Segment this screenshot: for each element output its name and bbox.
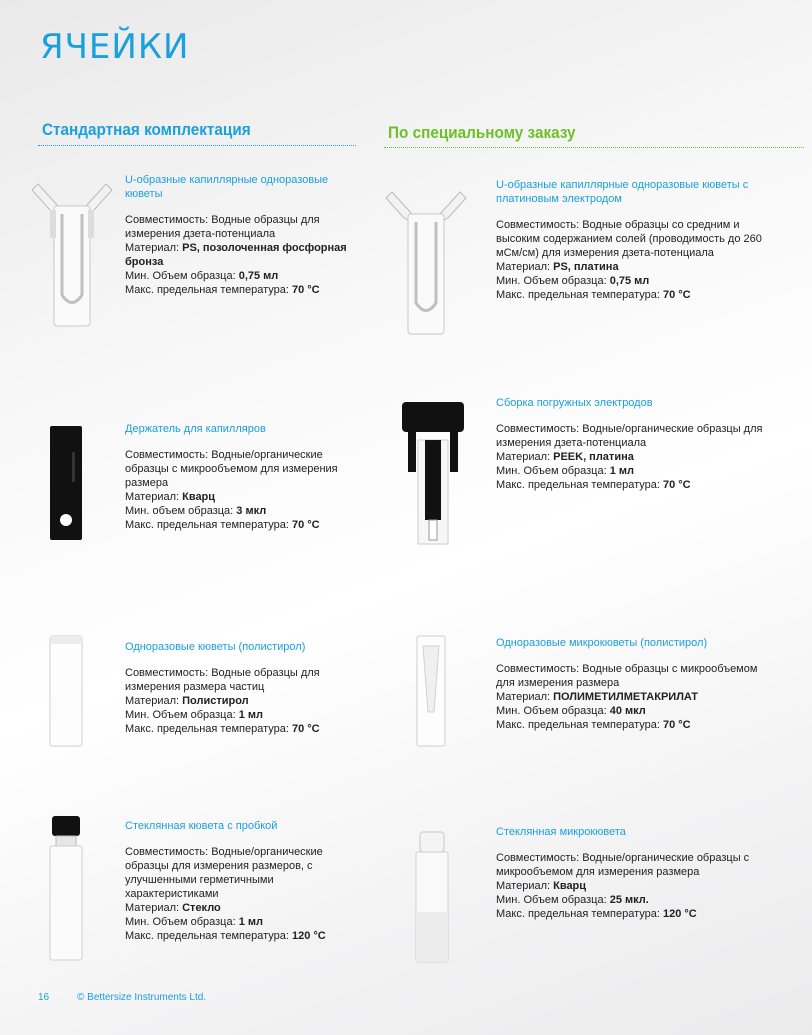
product-name: Одноразовые кюветы (полистирол) [125,641,306,653]
standard-section-header: Стандартная комплектация [42,120,251,139]
product-name: U-образные капиллярные одноразовые кюветы с платиновым электродом [496,179,749,205]
page-title: ЯЧЕЙКИ [40,27,190,67]
material-line: Материал: Кварц [496,880,587,892]
product-name: Одноразовые микрокюветы (полистирол) [496,637,708,649]
compatibility-text: Совместимость: Водные образцы для измерения размера частиц [125,667,323,693]
material-line: Материал: Кварц [125,491,216,503]
compatibility-text: Совместимость: Водные/органические образцы для измерения размеров, с улучшенными герметичными характеристиками [125,846,326,900]
disposable-cuvette-image [46,632,86,750]
copyright-text: © Bettersize Instruments Ltd. [77,992,207,1003]
min-volume-line: Мин. Объем образца: 0,75 мл [496,275,650,287]
standard-section-divider [38,145,356,146]
max-temperature-line: Макс. предельная температура: 120 °C [496,908,697,920]
min-volume-line: Мин. Объем образца: 40 мкл [496,705,646,717]
min-volume-line: Мин. Объем образца: 25 мкл. [496,894,649,906]
min-volume-line: Мин. Объем образца: 1 мл [125,916,264,928]
compatibility-text: Совместимость: Водные образцы со средним и высоким содержанием солей (проводимость до 260 мСм/см) для измерения дзета-потенциала [496,219,765,259]
product-dip-electrode-assembly [496,396,776,492]
dip-electrode-assembly-image [398,400,468,548]
material-line: Материал: Полистирол [125,695,249,707]
product-disposable-cuvette [125,640,365,736]
u-capillary-cuvette-image [30,170,114,330]
min-volume-line: Мин. Объем образца: 1 мл [496,465,635,477]
product-disposable-micro-cuvette [496,636,776,732]
material-line: Материал: PEEK, платина [496,451,634,463]
max-temperature-line: Макс. предельная температура: 70 °C [125,519,320,531]
product-name: Стеклянная кювета с пробкой [125,820,278,832]
compatibility-text: Совместимость: Водные/органические образцы с микрообъемом для измерения размера [496,852,753,878]
disposable-micro-cuvette-image [414,632,448,750]
glass-cuvette-with-cap-image [46,812,86,964]
glass-micro-cuvette-image [412,828,452,966]
max-temperature-line: Макс. предельная температура: 70 °C [496,289,691,301]
product-glass-micro-cuvette [496,825,776,921]
min-volume-line: Мин. Объем образца: 0,75 мл [125,270,279,282]
product-name: Стеклянная микрокювета [496,826,626,838]
product-name: U-образные капиллярные одноразовые кюветы [125,174,329,200]
compatibility-text: Совместимость: Водные образцы с микрообъемом для измерения размера [496,663,761,689]
u-capillary-platinum-cuvette-image [384,178,468,338]
page-number: 16 [38,992,50,1003]
material-line: Материал: PS, платина [496,261,619,273]
min-volume-line: Мин. объем образца: 3 мкл [125,505,267,517]
compatibility-text: Совместимость: Водные/органические образцы с микрообъемом для измерения размера [125,449,341,489]
product-capillary-holder [125,422,365,532]
max-temperature-line: Макс. предельная температура: 70 °C [496,719,691,731]
material-line: Материал: ПОЛИМЕТИЛМЕТАКРИЛАТ [496,691,699,703]
compatibility-text: Совместимость: Водные образцы для измерения дзета-потенциала [125,214,323,240]
max-temperature-line: Макс. предельная температура: 120 °C [125,930,326,942]
product-name: Держатель для капилляров [125,423,266,435]
material-line: Материал: PS, позолоченная фосфорная бронза [125,242,350,268]
compatibility-text: Совместимость: Водные/органические образцы для измерения дзета-потенциала [496,423,766,449]
material-line: Материал: Стекло [125,902,221,914]
custom-order-section-divider [384,147,804,148]
min-volume-line: Мин. Объем образца: 1 мл [125,709,264,721]
product-u-capillary-cuvette [125,173,365,297]
product-u-capillary-platinum-cuvette [496,178,776,302]
max-temperature-line: Макс. предельная температура: 70 °C [496,479,691,491]
capillary-holder-image [46,422,86,544]
max-temperature-line: Макс. предельная температура: 70 °C [125,284,320,296]
custom-order-section-header: По специальному заказу [388,123,576,142]
product-glass-cuvette-with-cap [125,819,365,943]
max-temperature-line: Макс. предельная температура: 70 °C [125,723,320,735]
product-name: Сборка погружных электродов [496,397,653,409]
